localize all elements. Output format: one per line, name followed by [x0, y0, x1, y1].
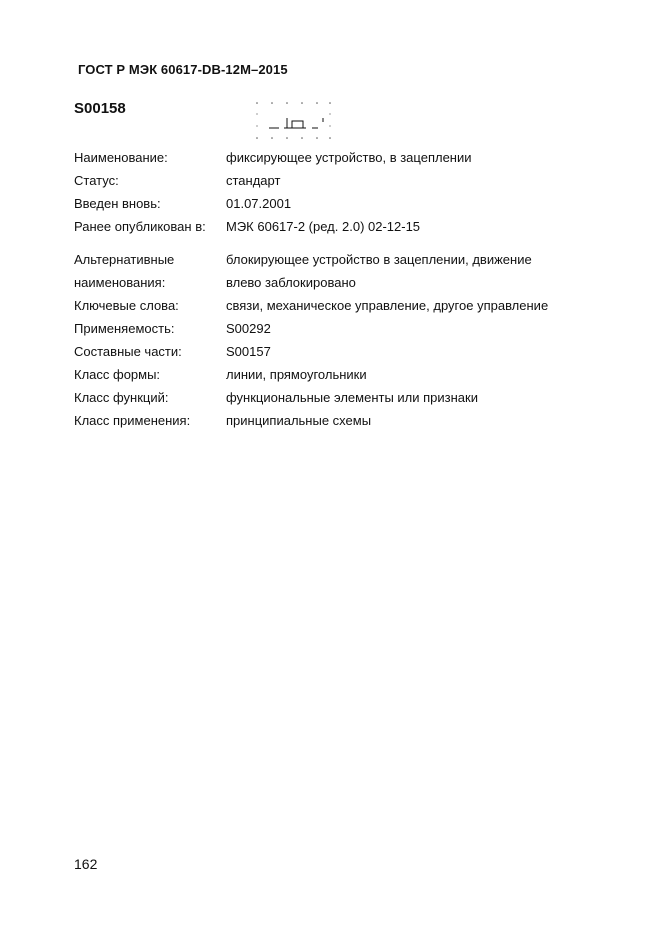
property-label: Ранее опубликован в:: [74, 219, 206, 234]
property-label: Статус:: [74, 173, 119, 188]
property-value: МЭК 60617-2 (ред. 2.0) 02-12-15: [226, 219, 421, 234]
property-label: Ключевые слова:: [74, 298, 179, 313]
property-label: наименования:: [74, 275, 166, 290]
property-value: блокирующее устройство в зацеплении, движение: [226, 252, 532, 267]
property-value: S00157: [226, 344, 271, 359]
property-label: Альтернативные: [74, 252, 175, 267]
page-number: 162: [74, 856, 98, 872]
property-label: Введен вновь:: [74, 196, 161, 211]
property-value: линии, прямоугольники: [226, 367, 367, 382]
property-value: влево заблокировано: [226, 275, 356, 290]
locking-device-engaged-symbol-icon: [254, 96, 334, 142]
property-value: фиксирующее устройство, в зацеплении: [226, 150, 472, 165]
property-label: Класс формы:: [74, 367, 161, 382]
symbol-code: S00158: [74, 100, 126, 117]
property-label: Применяемость:: [74, 321, 175, 336]
property-label: Наименование:: [74, 150, 168, 165]
property-label: Составные части:: [74, 344, 182, 359]
property-value: стандарт: [226, 173, 281, 188]
property-value: связи, механическое управление, другое управление: [226, 298, 549, 313]
property-label: Класс функций:: [74, 390, 169, 405]
property-value: S00292: [226, 321, 271, 336]
property-value: 01.07.2001: [226, 196, 292, 211]
document-header: ГОСТ Р МЭК 60617-DB-12M–2015: [78, 62, 288, 77]
property-value: принципиальные схемы: [226, 413, 372, 428]
property-label: Класс применения:: [74, 413, 191, 428]
property-value: функциональные элементы или признаки: [226, 390, 478, 405]
